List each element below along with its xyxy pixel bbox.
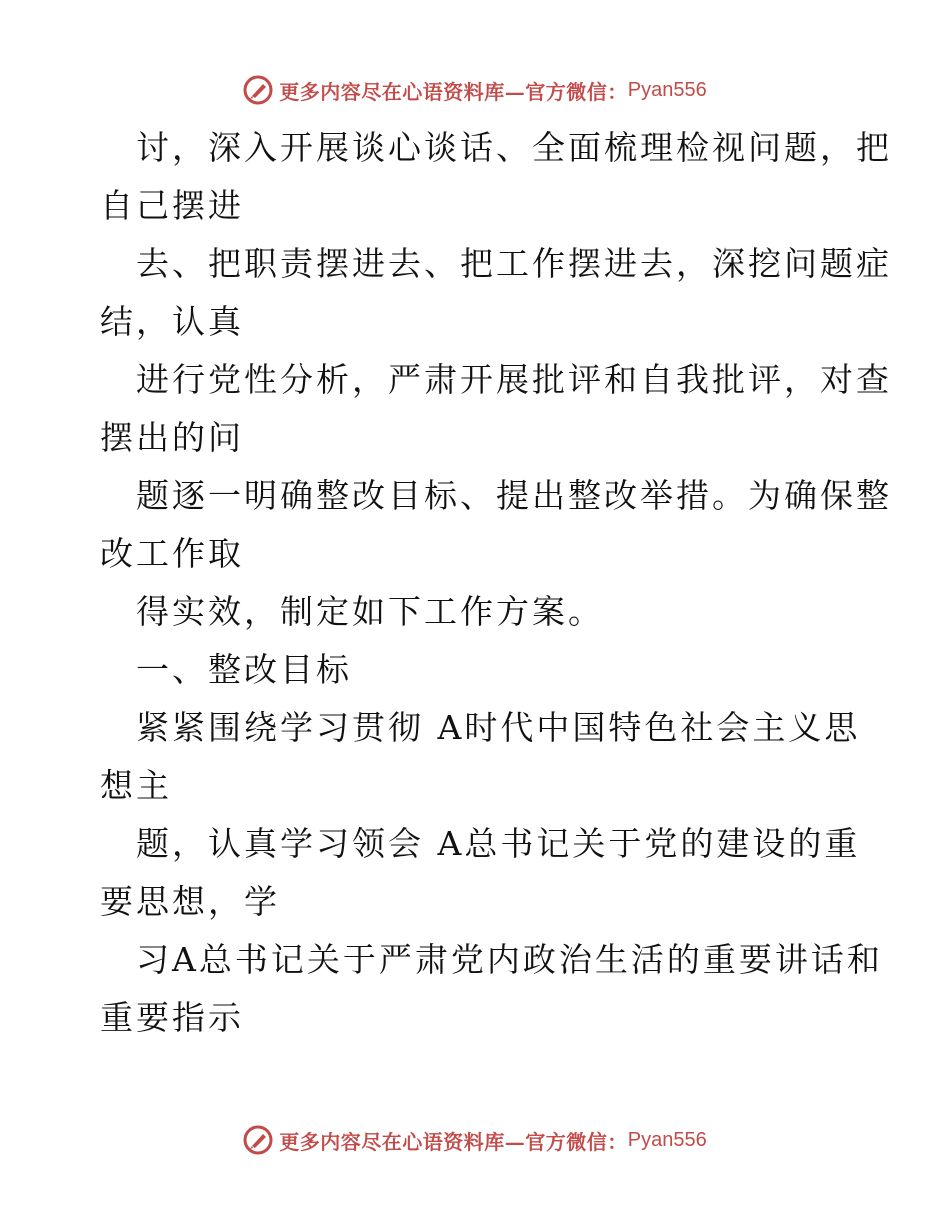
body-line: 习A总书记关于严肃党内政治生活的重要讲话和 (136, 940, 883, 979)
body-line: 想主 (100, 766, 172, 805)
body-line: 紧紧围绕学习贯彻 A时代中国特色社会主义思 (136, 708, 861, 747)
body-line: 得实效，制定如下工作方案。 (136, 592, 604, 631)
pen-logo-icon (243, 75, 273, 105)
watermark-wechat-id: Pyan556 (627, 1128, 707, 1151)
pen-logo-icon (243, 1125, 273, 1155)
footer-watermark (0, 1122, 950, 1158)
body-line: 重要指示 (100, 998, 244, 1037)
header-watermark (0, 72, 950, 108)
watermark-wechat-id: Pyan556 (627, 78, 707, 101)
section-heading: 一、整改目标 (136, 650, 352, 689)
body-line: 题逐一明确整改目标、提出整改举措。为确保整 (136, 476, 892, 515)
watermark-text: 更多内容尽在心语资料库—官方微信： (279, 1129, 628, 1154)
body-line: 结，认真 (100, 302, 244, 341)
body-line: 去、把职责摆进去、把工作摆进去，深挖问题症 (136, 244, 892, 283)
watermark-text: 更多内容尽在心语资料库—官方微信： (279, 79, 628, 104)
body-line: 题，认真学习领会 A总书记关于党的建设的重 (136, 824, 861, 863)
body-line: 改工作取 (100, 534, 244, 573)
body-line: 讨，深入开展谈心谈话、全面梳理检视问题，把 (136, 128, 892, 167)
body-line: 进行党性分析，严肃开展批评和自我批评，对查 (136, 360, 892, 399)
body-line: 要思想，学 (100, 882, 280, 921)
body-line: 自己摆进 (100, 186, 244, 225)
body-line: 摆出的问 (100, 418, 244, 457)
